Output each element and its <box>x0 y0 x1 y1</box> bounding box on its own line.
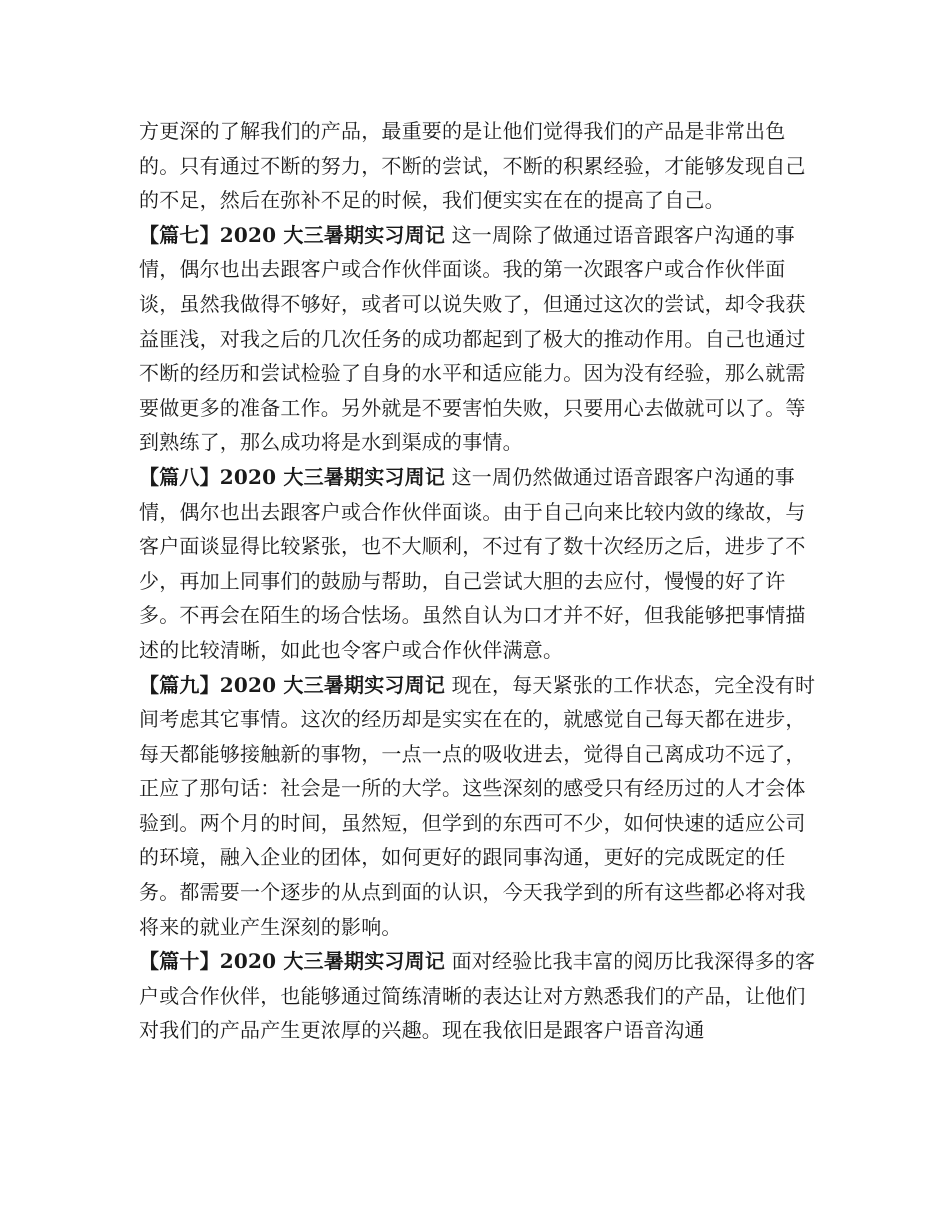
section-heading: 【篇九】2020 大三暑期实习周记 <box>139 672 446 697</box>
paragraph-text: 这一周除了做通过语音跟客户沟通的事情，偶尔也出去跟客户或合作伙伴面谈。我的第一次跟客户或合作伙伴面谈，虽然我做得不够好，或者可以说失败了，但通过这次的尝试，却令我获益匪浅，对我之后的几次任务的成功都起到了极大的推动作用。自己也通过不断的经历和尝试检验了自身的水平和适应能力。因为没有经验，那么就需要做更多的准备工作。另外就是不要害怕失败，只要用心去做就可以了。等到熟练了，那么成功将是水到渠成的事情。 <box>139 222 806 455</box>
section-heading: 【篇七】2020 大三暑期实习周记 <box>139 222 446 247</box>
section-heading: 【篇八】2020 大三暑期实习周记 <box>139 464 446 489</box>
paragraph-week-8 <box>139 460 819 668</box>
section-heading: 【篇十】2020 大三暑期实习周记 <box>139 949 446 974</box>
paragraph-week-7 <box>139 218 819 460</box>
paragraph-text: 面对经验比我丰富的阅历比我深得多的客户或合作伙伴，也能够通过简练清晰的表达让对方熟悉我们的产品，让他们对我们的产品产生更浓厚的兴趣。现在我依旧是跟客户语音沟通 <box>139 949 816 1043</box>
document-body <box>139 114 819 1048</box>
paragraph-text: 方更深的了解我们的产品，最重要的是让他们觉得我们的产品是非常出色的。只有通过不断的努力，不断的尝试，不断的积累经验，才能够发现自己的不足，然后在弥补不足的时候，我们便实实在在的提高了自己。 <box>139 119 806 213</box>
paragraph-week-9 <box>139 668 819 945</box>
paragraph-intro <box>139 114 819 218</box>
paragraph-text: 这一周仍然做通过语音跟客户沟通的事情，偶尔也出去跟客户或合作伙伴面谈。由于自己向来比较内敛的缘故，与客户面谈显得比较紧张，也不大顺利，不过有了数十次经历之后，进步了不少，再加上同事们的鼓励与帮助，自己尝试大胆的去应付，慢慢的好了许多。不再会在陌生的场合怯场。虽然自认为口才并不好，但我能够把事情描述的比较清晰，如此也令客户或合作伙伴满意。 <box>139 464 806 662</box>
paragraph-week-10 <box>139 944 819 1048</box>
paragraph-text: 现在，每天紧张的工作状态，完全没有时间考虑其它事情。这次的经历却是实实在在的，就感觉自己每天都在进步，每天都能够接触新的事物，一点一点的吸收进去，觉得自己离成功不远了，正应了那句话：社会是一所的大学。这些深刻的感受只有经历过的人才会体验到。两个月的时间，虽然短，但学到的东西可不少，如何快速的适应公司的环境，融入企业的团体，如何更好的跟同事沟通，更好的完成既定的任务。都需要一个逐步的从点到面的认识，今天我学到的所有这些都必将对我将来的就业产生深刻的影响。 <box>139 672 816 939</box>
